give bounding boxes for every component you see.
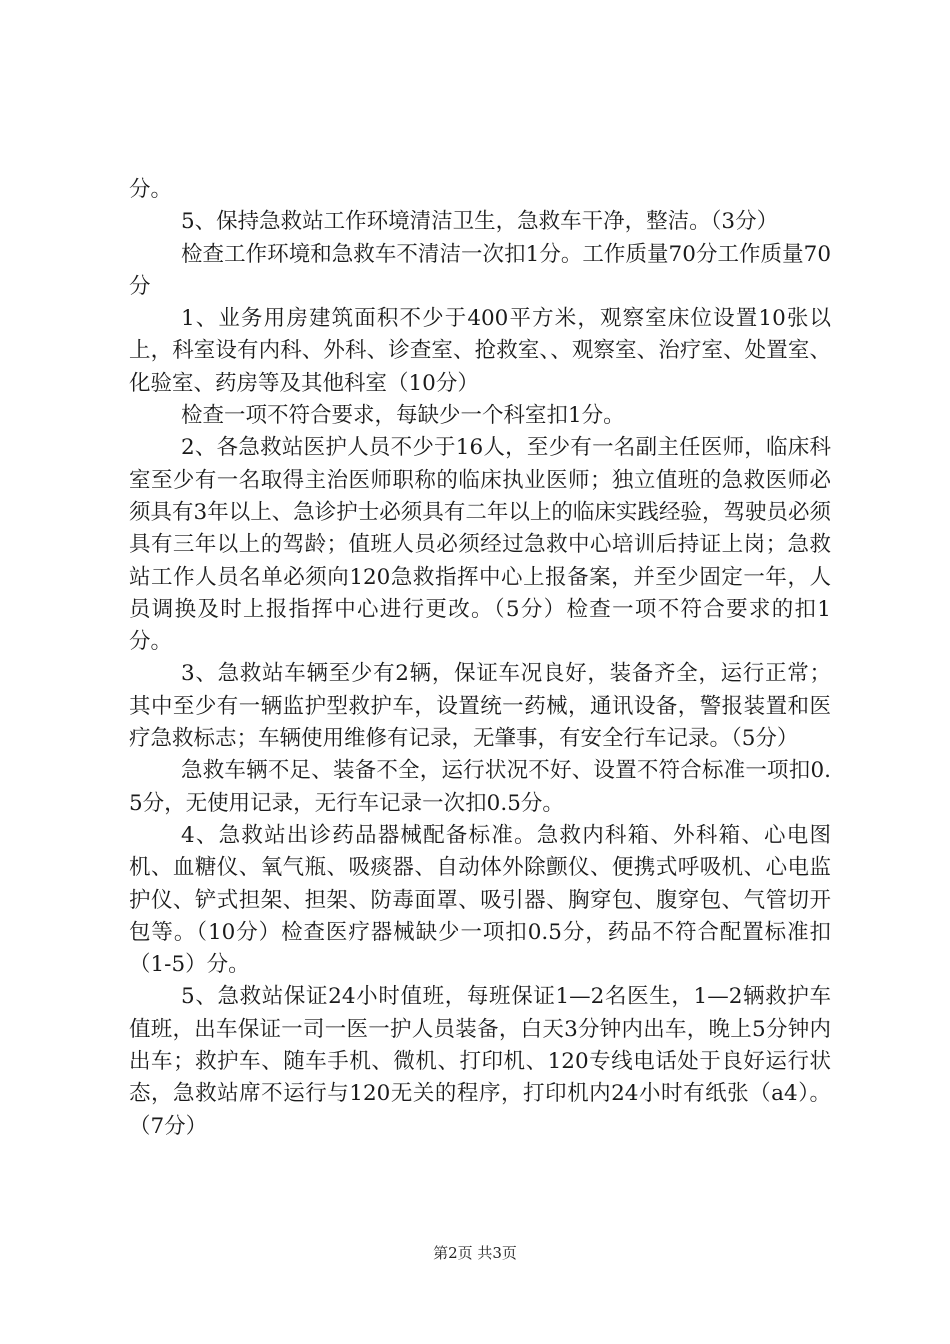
document-body [129,174,831,1143]
paragraph: 3、急救站车辆至少有2辆，保证车况良好，装备齐全，运行正常；其中至少有一辆监护型救护车，设置统一药械，通讯设备，警报装置和医疗急救标志；车辆使用维修有记录，无肇事，有安全行车记录。（5分） [129,661,831,752]
paragraph: 5、保持急救站工作环境清洁卫生，急救车干净，整洁。（3分） [181,209,779,235]
paragraph: 检查工作环境和急救车不清洁一次扣1分。工作质量70分工作质量70分 [129,241,831,299]
paragraph: 2、各急救站医护人员不少于16人，至少有一名副主任医师，临床科室至少有一名取得主治医师职称的临床执业医师；独立值班的急救医师必须具有3年以上、急诊护士必须具有二年以上的临床实践经验，驾驶员必须具有三年以上的驾龄；值班人员必须经过急救中心培训后持证上岗；急救站工作人员名单必须向120急救指挥中心上报备案，并至少固定一年，人员调换及时上报指挥中心进行更改。（5分）检查一项不符合要求的扣1分。 [129,435,831,655]
paragraph: 分。 [129,177,173,202]
paragraph: 急救车辆不足、装备不全，运行状况不好、设置不符合标准一项扣0.5分，无使用记录，无行车记录一次扣0.5分。 [129,758,831,816]
paragraph: 4、急救站出诊药品器械配备标准。急救内科箱、外科箱、心电图机、血糖仪、氧气瓶、吸痰器、自动体外除颤仪、便携式呼吸机、心电监护仪、铲式担架、担架、防毒面罩、吸引器、胸穿包、腹穿包、气管切开包等。（10分）检查医疗器械缺少一项扣0.5分，药品不符合配置标准扣（1-5）分。 [129,822,831,978]
page-footer: 第2页 共3页 [433,1244,517,1262]
paragraph: 1、业务用房建筑面积不少于400平方米，观察室床位设置10张以上，科室设有内科、外科、诊查室、抢救室、、观察室、治疗室、处置室、化验室、药房等及其他科室（10分） [129,306,831,396]
paragraph: 检查一项不符合要求，每缺少一个科室扣1分。 [181,403,625,429]
paragraph: 5、急救站保证24小时值班，每班保证1—2名医生，1—2辆救护车值班，出车保证一司一医一护人员装备，白天3分钟内出车，晚上5分钟内出车；救护车、随车手机、微机、打印机、120专线电话处于良好运行状态，急救站席不运行与120无关的程序，打印机内24小时有纸张（a4）。（7分） [129,984,831,1139]
